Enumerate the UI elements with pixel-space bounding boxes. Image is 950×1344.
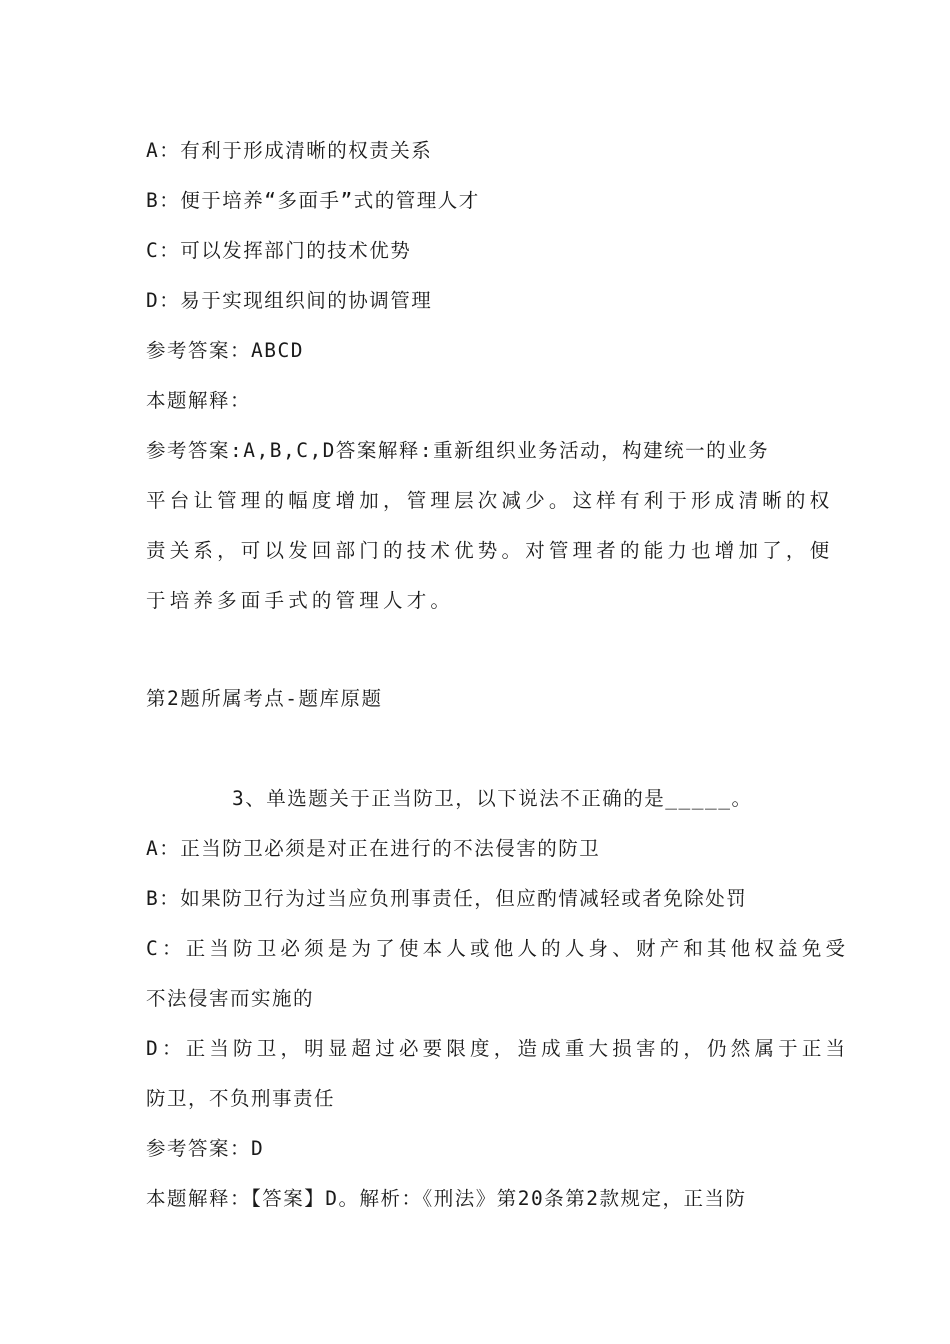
q3-option-c-cont: 不法侵害而实施的 bbox=[146, 987, 315, 1010]
q2-option-b: B：便于培养“多面手”式的管理人才 bbox=[146, 189, 480, 212]
q3-option-b: B：如果防卫行为过当应负刑事责任，但应酌情减轻或者免除处罚 bbox=[146, 887, 748, 910]
q2-explanation-line: 于培养多面手式的管理人才。 bbox=[146, 589, 455, 612]
q2-topic: 第2题所属考点-题库原题 bbox=[146, 687, 383, 710]
q2-explanation-label: 本题解释： bbox=[146, 389, 252, 412]
q3-option-d: D：正当防卫，明显超过必要限度，造成重大损害的，仍然属于正当 bbox=[146, 1037, 850, 1060]
q2-answer: 参考答案：ABCD bbox=[146, 339, 304, 362]
q3-answer: 参考答案：D bbox=[146, 1137, 265, 1160]
q2-option-d: D：易于实现组织间的协调管理 bbox=[146, 289, 433, 312]
q3-option-c: C：正当防卫必须是为了使本人或他人的人身、财产和其他权益免受 bbox=[146, 937, 850, 960]
q2-explanation-line: 参考答案:A,B,C,D答案解释:重新组织业务活动，构建统一的业务 bbox=[146, 439, 770, 462]
q2-option-a: A：有利于形成清晰的权责关系 bbox=[146, 139, 433, 162]
q3-option-d-cont: 防卫，不负刑事责任 bbox=[146, 1087, 336, 1110]
q3-question: 3、单选题关于正当防卫，以下说法不正确的是_____。 bbox=[232, 787, 753, 810]
q3-explanation: 本题解释：【答案】D。解析：《刑法》第20条第2款规定，正当防 bbox=[146, 1187, 747, 1210]
q2-option-c: C：可以发挥部门的技术优势 bbox=[146, 239, 412, 262]
q3-option-a: A：正当防卫必须是对正在进行的不法侵害的防卫 bbox=[146, 837, 601, 860]
q2-explanation-line: 责关系，可以发回部门的技术优势。对管理者的能力也增加了，便 bbox=[146, 539, 834, 562]
q2-explanation-line: 平台让管理的幅度增加，管理层次减少。这样有利于形成清晰的权 bbox=[146, 489, 834, 512]
